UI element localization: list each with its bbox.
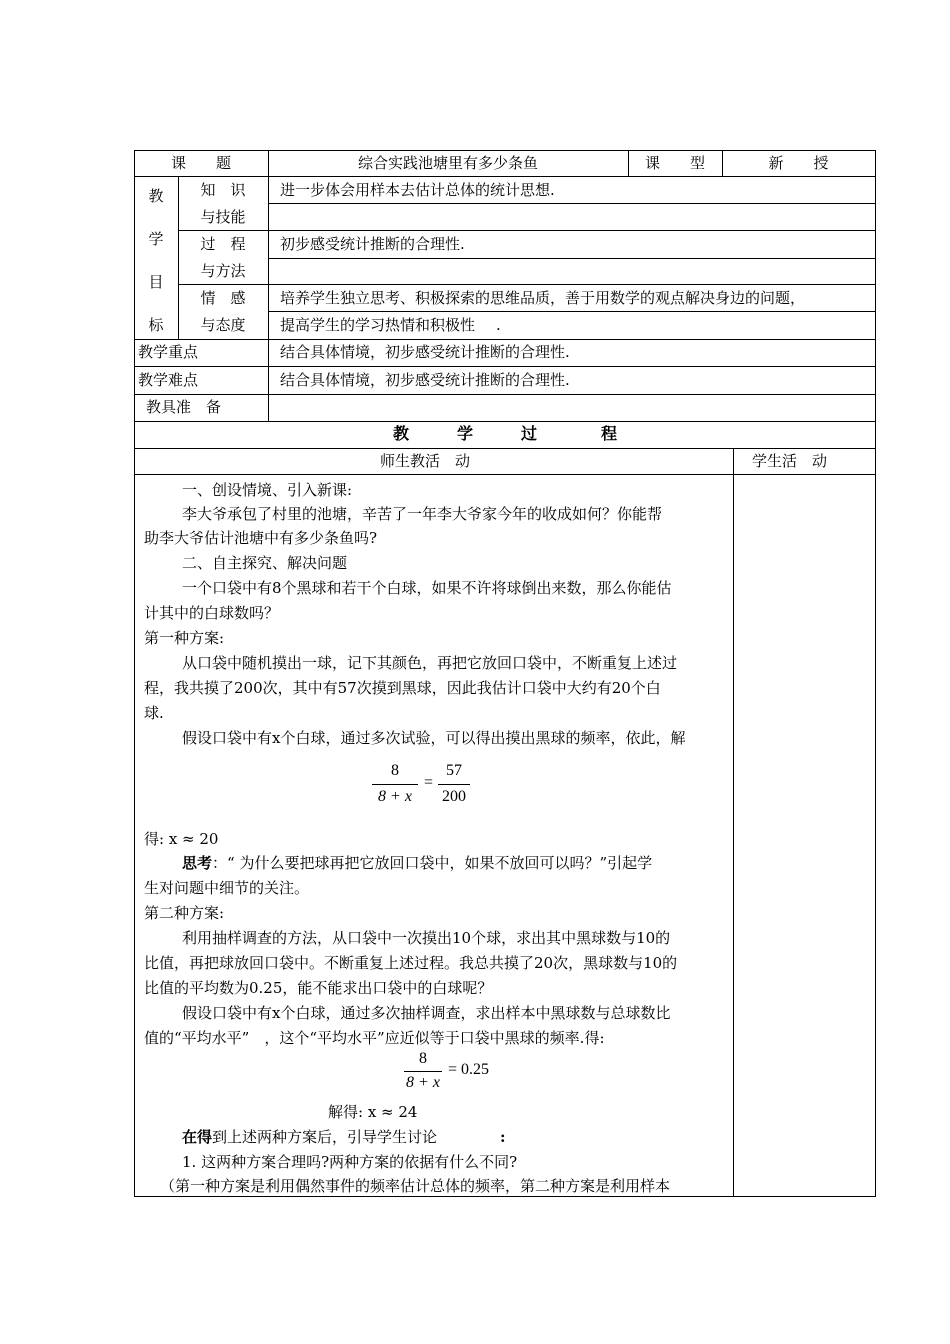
eq1-denominator-right: 200 [442, 788, 466, 805]
topic-value: 综合实践池塘里有多少条鱼 [357, 154, 538, 172]
table-line [268, 203, 876, 204]
topic-label: 课 题 [170, 154, 231, 172]
think-line2: 生对问题中细节的关注。 [144, 879, 310, 897]
table-line [733, 448, 734, 1197]
question-1-answer: （第一种方案是利用偶然事件的频率估计总体的频率，第二种方案是利用样本 [160, 1177, 671, 1195]
section-1-heading: 一、创设情境、引入新课: [182, 481, 353, 499]
attitude-value-dot: . [496, 316, 501, 334]
section-2-heading: 二、自主探究、解决问题 [182, 554, 348, 572]
plan-1-para-line2: 程，我共摸了200次，其中有57次摸到黑球，因此我估计口袋中大约有20个白 [144, 679, 661, 697]
table-line [268, 311, 876, 312]
section-2-para-line1: 一个口袋中有8个黑球和若干个白球，如果不许将球倒出来数，那么你能估 [182, 579, 672, 597]
table-line [134, 150, 135, 1197]
equation-1 [370, 760, 490, 810]
attitude-value-line1: 培养学生独立思考、积极探索的思维品质，善于用数学的观点解决身边的问题， [280, 289, 806, 307]
eq2-denominator: 8 + x [406, 1074, 440, 1091]
objectives-side-label-1: 教 [148, 187, 164, 205]
plan-2-para-line5: 值的“平均水平” ，这个“平均水平”应近似等于口袋中黑球的频率.得: [144, 1029, 605, 1047]
eq2-fraction-bar [404, 1071, 442, 1072]
discussion-text: 到上述两种方案后，引导学生讨论 [212, 1128, 438, 1146]
plan-1-para-line4: 假设口袋中有x个白球，通过多次试验，可以得出摸出黑球的频率，依此，解 [182, 729, 686, 747]
process-label-line1: 过 程 [200, 235, 246, 253]
key-point-value: 结合具体情境，初步感受统计推断的合理性. [280, 343, 570, 361]
knowledge-value: 进一步体会用样本去估计总体的统计思想. [280, 181, 555, 199]
attitude-label-line2: 与态度 [200, 316, 246, 334]
table-line [134, 1196, 876, 1197]
eq1-denominator-left: 8 + x [378, 788, 412, 805]
discussion-colon: : [500, 1128, 506, 1146]
knowledge-label-line1: 知 识 [200, 181, 246, 199]
difficult-point-label: 教学难点 [138, 371, 199, 389]
eq1-fraction-bar-left [372, 784, 418, 785]
attitude-value-line2: 提高学生的学习热情和积极性 [280, 316, 476, 334]
key-point-label: 教学重点 [138, 343, 199, 361]
process-label-line2: 与方法 [200, 262, 246, 280]
table-line [178, 230, 876, 231]
section-1-para-line1: 李大爷承包了村里的池塘，辛苦了一年李大爷家今年的收成如何？你能帮 [182, 505, 663, 523]
difficult-point-value: 结合具体情境，初步感受统计推断的合理性. [280, 371, 570, 389]
table-line [875, 150, 876, 1197]
objectives-side-label-4: 标 [148, 316, 164, 334]
knowledge-label-line2: 与技能 [200, 208, 246, 226]
plan-2-para-line4: 假设口袋中有x个白球，通过多次抽样调查，求出样本中黑球数与总球数比 [182, 1004, 671, 1022]
question-1: 1. 这两种方案合理吗?两种方案的依据有什么不同? [182, 1153, 518, 1171]
table-line [268, 258, 876, 259]
table-line [134, 339, 876, 340]
eq2-rhs: = 0.25 [448, 1061, 490, 1078]
eq1-numerator-left: 8 [391, 762, 399, 779]
objectives-side-label-2: 学 [148, 230, 164, 248]
think-line1 [182, 853, 652, 873]
objectives-side-label-3: 目 [148, 273, 164, 291]
table-line [178, 284, 876, 285]
student-column-header: 学生活 动 [752, 452, 828, 470]
plan-2-para-line3: 比值的平均数为0.25，能不能求出口袋中的白球呢？ [144, 979, 493, 997]
plan-2-para-line2: 比值，再把球放回口袋中。不断重复上述过程。我总共摸了20次，黑球数与10的 [144, 954, 678, 972]
section-1-para-line2: 助李大爷估计池塘中有多少条鱼吗? [144, 529, 378, 547]
attitude-label-line1: 情 感 [200, 289, 246, 307]
result-2: 解得: x ≈ 24 [328, 1103, 418, 1121]
eq2-numerator: 8 [419, 1050, 427, 1067]
eq1-fraction-bar-right [438, 784, 470, 785]
plan-1-heading: 第一种方案: [144, 629, 225, 647]
preparation-label: 教具准 备 [146, 398, 222, 416]
process-title: 教 学 过 程 [392, 424, 617, 443]
table-line [268, 150, 269, 421]
type-value: 新 授 [768, 154, 829, 172]
teacher-column-header: 师生教活 动 [380, 452, 471, 470]
table-line [134, 474, 876, 475]
table-line [134, 394, 876, 395]
table-line [134, 176, 876, 177]
table-line [134, 150, 876, 151]
section-2-para-line2: 计其中的白球数吗？ [144, 604, 280, 622]
eq1-numerator-right: 57 [446, 762, 462, 779]
process-value: 初步感受统计推断的合理性. [280, 235, 465, 253]
think-text: ：“ 为什么要把球再把它放回口袋中，如果不放回可以吗？”引起学 [212, 854, 653, 872]
table-line [134, 421, 876, 422]
table-line [134, 366, 876, 367]
discussion-intro [182, 1127, 437, 1147]
plan-2-para-line1: 利用抽样调查的方法，从口袋中一次摸出10个球，求出其中黑球数与10的 [182, 929, 671, 947]
plan-1-para-line3: 球. [144, 704, 164, 722]
table-line [134, 448, 876, 449]
type-label: 课 型 [644, 154, 705, 172]
result-1: 得: x ≈ 20 [144, 830, 219, 848]
plan-1-para-line1: 从口袋中随机摸出一球，记下其颜色，再把它放回口袋中，不断重复上述过 [182, 654, 678, 672]
plan-2-heading: 第二种方案: [144, 904, 225, 922]
discussion-bold: 在得 [182, 1128, 213, 1146]
equation-2 [402, 1050, 512, 1094]
eq1-equals: = [424, 774, 434, 791]
think-label: 思考 [182, 854, 213, 872]
